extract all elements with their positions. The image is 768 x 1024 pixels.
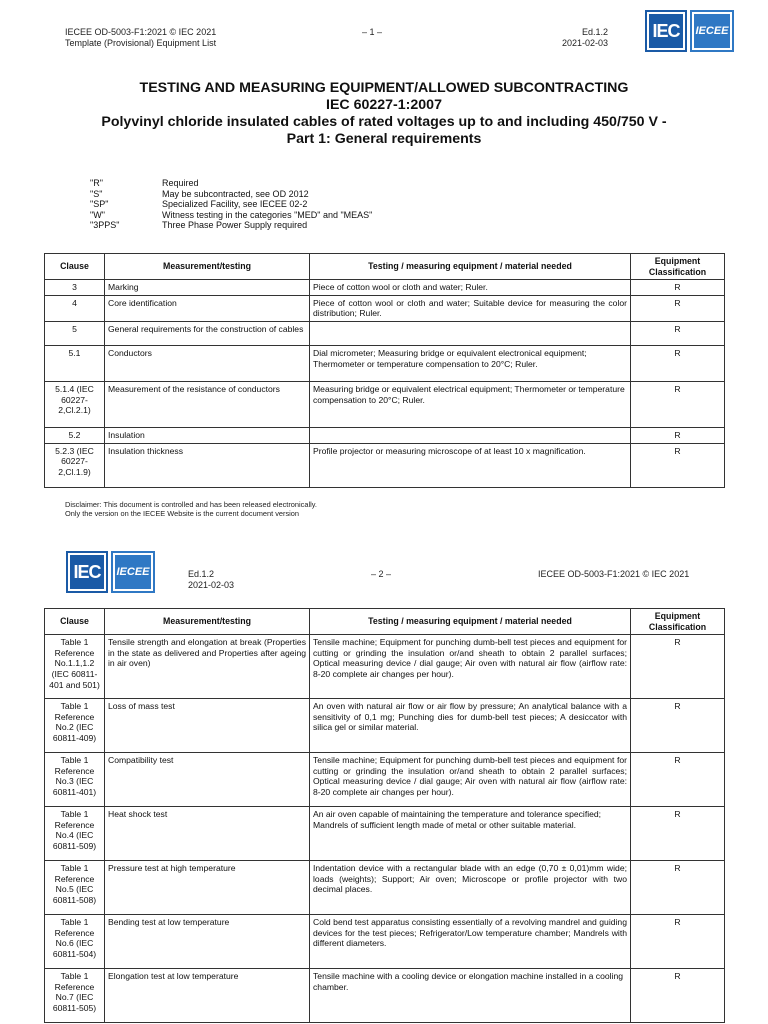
col-header-equipment: Testing / measuring equipment / material needed: [310, 254, 631, 280]
col-header-clause: Clause: [45, 609, 105, 635]
classification-cell: R: [631, 345, 725, 381]
table-row: [45, 915, 725, 969]
clause-cell: Table 1 Reference No.2 (IEC 60811-409): [45, 699, 105, 753]
clause-cell: 5.2.3 (IEC 60227-2,Cl.1.9): [45, 443, 105, 487]
classification-cell: R: [631, 443, 725, 487]
date: 2021-02-03: [561, 38, 608, 48]
equipment-cell: Tensile machine with a cooling device or elongation machine installed in a cooling chamber.: [310, 969, 631, 1023]
clause-cell: 5: [45, 321, 105, 345]
table-row: [45, 345, 725, 381]
measurement-cell: Bending test at low temperature: [105, 915, 310, 969]
clause-cell: 5.2: [45, 427, 105, 443]
iec-logo: IEC: [66, 551, 108, 593]
measurement-cell: Elongation test at low temperature: [105, 969, 310, 1023]
document-title: [0, 80, 768, 148]
disclaimer-line-2: Only the version on the IECEE Website is the current document version: [65, 508, 300, 518]
measurement-cell: Conductors: [105, 345, 310, 381]
measurement-cell: Core identification: [105, 295, 310, 321]
legend-meaning: Specialized Facility, see IECEE 02-2: [162, 199, 308, 210]
measurement-cell: Tensile strength and elongation at break (Properties in the state as delivered and Properties after ageing in air oven): [105, 635, 310, 699]
title-line-4: Part 1: General requirements: [286, 131, 482, 147]
legend-meaning: Witness testing in the categories "MED" and "MEAS": [162, 209, 373, 220]
equipment-cell: Indentation device with a rectangular blade with an edge (0,70 ± 0,01)mm wide; loads (weights); Support; Air oven; Microscope or profile projector with two decimal places.: [310, 861, 631, 915]
date: 2021-02-03: [188, 580, 235, 590]
disclaimer: [65, 501, 317, 518]
legend-code: "W": [90, 209, 105, 220]
equipment-cell: Cold bend test apparatus consisting essentially of a revolving mandrel and guiding devices for the test pieces; Refrigerator/Low temperature chamber; Mandrels with different diameters.: [310, 915, 631, 969]
table-row: [45, 321, 725, 345]
table-row: [45, 699, 725, 753]
table-row: [45, 969, 725, 1023]
page-number: – 1 –: [362, 27, 383, 37]
clause-cell: Table 1 Reference No.1.1,1.2 (IEC 60811-401 and 501): [45, 635, 105, 699]
classification-cell: R: [631, 381, 725, 427]
equipment-cell: Piece of cotton wool or cloth and water; Suitable device for measuring the color distribution; Ruler.: [310, 295, 631, 321]
equipment-cell: An air oven capable of maintaining the temperature and tolerance specified; Mandrels of sufficient length made of metal or other suitable material.: [310, 807, 631, 861]
logo-group-page2: [66, 551, 155, 593]
clause-cell: Table 1 Reference No.6 (IEC 60811-504): [45, 915, 105, 969]
classification-legend: [90, 178, 372, 231]
col-header-clause: Clause: [45, 254, 105, 280]
legend-item: [90, 178, 372, 189]
classification-cell: R: [631, 427, 725, 443]
header-right: [560, 27, 608, 49]
classification-cell: R: [631, 295, 725, 321]
classification-cell: R: [631, 861, 725, 915]
measurement-cell: Measurement of the resistance of conductors: [105, 381, 310, 427]
table-row: [45, 807, 725, 861]
classification-cell: R: [631, 753, 725, 807]
equipment-cell: Profile projector or measuring microscope of at least 10 x magnification.: [310, 443, 631, 487]
title-line-1: TESTING AND MEASURING EQUIPMENT/ALLOWED SUBCONTRACTING: [139, 80, 629, 96]
legend-code: "3PPS": [90, 220, 120, 231]
clause-cell: Table 1 Reference No.3 (IEC 60811-401): [45, 753, 105, 807]
col-header-measurement: Measurement/testing: [105, 254, 310, 280]
title-line-2: IEC 60227-1:2007: [326, 97, 442, 113]
equipment-cell: An oven with natural air flow or air flow by pressure; An analytical balance with a sensitivity of 0,1 mg; Punching dies for dumb-bell test pieces; A desiccator with silica gel or similar material.: [310, 699, 631, 753]
table-row: [45, 753, 725, 807]
legend-code: "S": [90, 188, 103, 199]
measurement-cell: General requirements for the construction of cables: [105, 321, 310, 345]
clause-cell: Table 1 Reference No.5 (IEC 60811-508): [45, 861, 105, 915]
classification-cell: R: [631, 635, 725, 699]
equipment-cell: Tensile machine; Equipment for punching dumb-bell test pieces and equipment for cutting or grinding the insulation or/and sheath to obtain 2 parallel surfaces; Optical measuring device / dial gauge; Air oven with natural air flow (airflow rate: 8-20 complete air changes per hour).: [310, 753, 631, 807]
measurement-cell: Marking: [105, 280, 310, 296]
doc-type: Template (Provisional) Equipment List: [65, 38, 217, 48]
measurement-cell: Insulation: [105, 427, 310, 443]
legend-code: "SP": [90, 199, 109, 210]
measurement-cell: Compatibility test: [105, 753, 310, 807]
classification-cell: R: [631, 321, 725, 345]
clause-cell: 4: [45, 295, 105, 321]
equipment-table-page1: [44, 253, 725, 488]
equipment-cell: Measuring bridge or equivalent electrical equipment; Thermometer or temperature compensation to 20°C; Ruler.: [310, 381, 631, 427]
legend-item: [90, 199, 372, 210]
table-row: [45, 381, 725, 427]
doc-reference-page2: IECEE OD-5003-F1:2021 © IEC 2021: [538, 569, 690, 579]
table-header-row: [45, 609, 725, 635]
clause-cell: 5.1: [45, 345, 105, 381]
classification-cell: R: [631, 807, 725, 861]
table-row: [45, 295, 725, 321]
classification-cell: R: [631, 699, 725, 753]
logo-group: [645, 10, 734, 52]
classification-cell: R: [631, 280, 725, 296]
legend-item: [90, 220, 372, 231]
col-header-measurement: Measurement/testing: [105, 609, 310, 635]
title-line-3: Polyvinyl chloride insulated cables of rated voltages up to and including 450/750 V -: [101, 114, 667, 130]
equipment-cell: [310, 427, 631, 443]
measurement-cell: Loss of mass test: [105, 699, 310, 753]
edition: Ed.1.2: [188, 569, 215, 579]
clause-cell: 5.1.4 (IEC 60227-2,Cl.2.1): [45, 381, 105, 427]
iecee-logo: IECEE: [690, 10, 734, 52]
legend-meaning: Three Phase Power Supply required: [162, 220, 308, 231]
col-header-classification: Equipment Classification: [631, 254, 725, 280]
edition: Ed.1.2: [581, 27, 608, 37]
header-left: [65, 27, 216, 49]
equipment-cell: Piece of cotton wool or cloth and water; Ruler.: [310, 280, 631, 296]
equipment-table-page2: [44, 608, 725, 1023]
classification-cell: R: [631, 969, 725, 1023]
legend-meaning: May be subcontracted, see OD 2012: [162, 188, 309, 199]
clause-cell: Table 1 Reference No.7 (IEC 60811-505): [45, 969, 105, 1023]
table-row: [45, 427, 725, 443]
table-row: [45, 635, 725, 699]
classification-cell: R: [631, 915, 725, 969]
equipment-cell: [310, 321, 631, 345]
doc-reference: IECEE OD-5003-F1:2021 © IEC 2021: [65, 27, 217, 37]
table-row: [45, 443, 725, 487]
disclaimer-line-1: Disclaimer: This document is controlled and has been released electronically.: [65, 500, 317, 509]
iec-logo: IEC: [645, 10, 687, 52]
col-header-equipment: Testing / measuring equipment / material needed: [310, 609, 631, 635]
equipment-cell: Dial micrometer; Measuring bridge or equivalent electronical equipment; Thermometer or temperature compensation to 20°C; Ruler.: [310, 345, 631, 381]
equipment-cell: Tensile machine; Equipment for punching dumb-bell test pieces and equipment for cutting or grinding the insulation or/and sheath to obtain 2 parallel surfaces; Optical measuring device / dial gauge; Air oven with natural air flow (airflow rate: 8-20 complete air changes per hour).: [310, 635, 631, 699]
col-header-classification: Equipment Classification: [631, 609, 725, 635]
iecee-logo: IECEE: [111, 551, 155, 593]
table-header-row: [45, 254, 725, 280]
table-row: [45, 280, 725, 296]
legend-meaning: Required: [162, 178, 199, 188]
table-row: [45, 861, 725, 915]
measurement-cell: Heat shock test: [105, 807, 310, 861]
measurement-cell: Insulation thickness: [105, 443, 310, 487]
legend-item: [90, 210, 372, 221]
legend-code: "R": [90, 178, 103, 188]
legend-item: [90, 189, 372, 200]
measurement-cell: Pressure test at high temperature: [105, 861, 310, 915]
clause-cell: 3: [45, 280, 105, 296]
page-number-page2: – 2 –: [371, 569, 392, 579]
header-left-page2: [188, 569, 234, 591]
clause-cell: Table 1 Reference No.4 (IEC 60811-509): [45, 807, 105, 861]
